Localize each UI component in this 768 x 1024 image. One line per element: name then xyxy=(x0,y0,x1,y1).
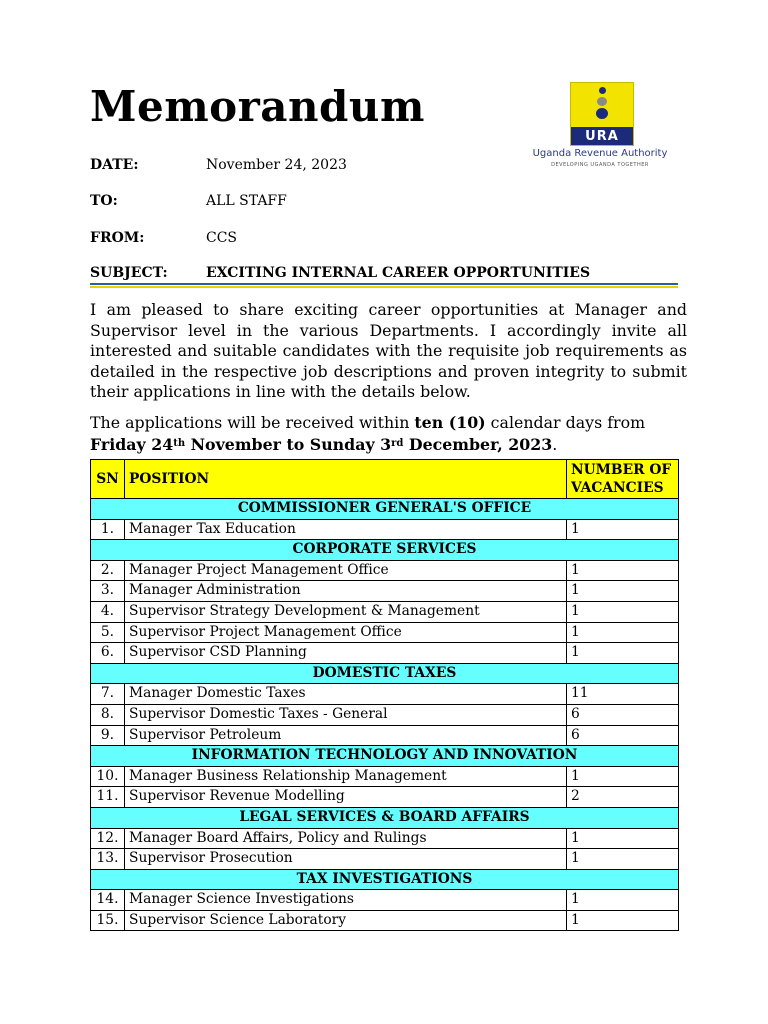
header-sn: SN xyxy=(91,460,125,499)
row-sn: 2. xyxy=(91,560,125,581)
ura-logo xyxy=(520,82,680,174)
row-vacancies: 1 xyxy=(567,560,679,581)
section-row xyxy=(91,540,679,561)
row-position: Supervisor Prosecution xyxy=(125,849,567,870)
to-label: TO: xyxy=(90,193,118,209)
section-title: LEGAL SERVICES & BOARD AFFAIRS xyxy=(91,807,679,828)
row-vacancies: 1 xyxy=(567,849,679,870)
row-sn: 6. xyxy=(91,643,125,664)
row-vacancies: 1 xyxy=(567,643,679,664)
from-label: FROM: xyxy=(90,230,145,246)
table-row xyxy=(91,560,679,581)
to-value: ALL STAFF xyxy=(206,193,287,209)
memo-title: Memorandum xyxy=(90,82,425,131)
table-row xyxy=(91,581,679,602)
section-row xyxy=(91,807,679,828)
p2-end-suffix: rd xyxy=(391,437,404,449)
row-vacancies: 6 xyxy=(567,725,679,746)
section-row xyxy=(91,746,679,767)
row-sn: 7. xyxy=(91,684,125,705)
p2-start-suffix: th xyxy=(173,437,186,449)
row-sn: 9. xyxy=(91,725,125,746)
header-position: POSITION xyxy=(125,460,567,499)
logo-abbreviation: URA xyxy=(585,129,619,144)
vacancies-table xyxy=(90,459,679,931)
row-vacancies: 11 xyxy=(567,684,679,705)
row-vacancies: 1 xyxy=(567,622,679,643)
row-sn: 4. xyxy=(91,601,125,622)
row-position: Supervisor Petroleum xyxy=(125,725,567,746)
row-position: Supervisor Strategy Development & Management xyxy=(125,601,567,622)
row-vacancies: 1 xyxy=(567,828,679,849)
header-vacancies: NUMBER OF VACANCIES xyxy=(567,460,679,499)
row-position: Manager Science Investigations xyxy=(125,890,567,911)
row-vacancies: 6 xyxy=(567,704,679,725)
row-sn: 5. xyxy=(91,622,125,643)
row-vacancies: 1 xyxy=(567,766,679,787)
from-value: CCS xyxy=(206,230,238,246)
row-sn: 13. xyxy=(91,849,125,870)
ura-emblem-icon xyxy=(570,82,634,146)
p2-duration: ten (10) xyxy=(414,413,486,432)
header-divider-blue xyxy=(90,283,678,285)
row-position: Supervisor Domestic Taxes - General xyxy=(125,704,567,725)
row-sn: 12. xyxy=(91,828,125,849)
table-row xyxy=(91,910,679,931)
row-sn: 1. xyxy=(91,519,125,540)
p2-text-a: The applications will be received within xyxy=(90,413,415,432)
table-row xyxy=(91,828,679,849)
p2-dates xyxy=(90,435,552,454)
p2-end-day: November to Sunday 3 xyxy=(185,434,392,454)
section-title: CORPORATE SERVICES xyxy=(91,540,679,561)
table-row xyxy=(91,725,679,746)
p2-text-c: calendar days from xyxy=(485,413,646,432)
row-sn: 15. xyxy=(91,910,125,931)
vacancies-table-body xyxy=(91,499,679,931)
row-position: Manager Tax Education xyxy=(125,519,567,540)
section-title: TAX INVESTIGATIONS xyxy=(91,869,679,890)
date-label: DATE: xyxy=(90,157,139,173)
table-row xyxy=(91,519,679,540)
section-row xyxy=(91,869,679,890)
row-position: Manager Business Relationship Management xyxy=(125,766,567,787)
section-title: DOMESTIC TAXES xyxy=(91,663,679,684)
p2-period: . xyxy=(552,434,558,454)
row-position: Supervisor CSD Planning xyxy=(125,643,567,664)
section-row xyxy=(91,663,679,684)
row-position: Manager Board Affairs, Policy and Rulings xyxy=(125,828,567,849)
row-position: Supervisor Project Management Office xyxy=(125,622,567,643)
application-window-paragraph xyxy=(90,413,687,455)
p2-end-month: December, 2023 xyxy=(403,434,553,454)
table-row xyxy=(91,684,679,705)
row-position: Supervisor Science Laboratory xyxy=(125,910,567,931)
row-position: Manager Project Management Office xyxy=(125,560,567,581)
table-row xyxy=(91,787,679,808)
row-vacancies: 1 xyxy=(567,890,679,911)
table-header-row xyxy=(91,460,679,499)
subject-value: EXCITING INTERNAL CAREER OPPORTUNITIES xyxy=(206,265,591,281)
table-row xyxy=(91,643,679,664)
row-vacancies: 1 xyxy=(567,910,679,931)
row-position: Manager Domestic Taxes xyxy=(125,684,567,705)
row-sn: 10. xyxy=(91,766,125,787)
row-position: Manager Administration xyxy=(125,581,567,602)
date-value: November 24, 2023 xyxy=(206,157,347,173)
row-sn: 3. xyxy=(91,581,125,602)
logo-tagline: DEVELOPING UGANDA TOGETHER xyxy=(551,162,649,168)
section-title: COMMISSIONER GENERAL'S OFFICE xyxy=(91,499,679,520)
p2-start-day: Friday 24 xyxy=(90,434,174,454)
row-vacancies: 1 xyxy=(567,601,679,622)
row-vacancies: 1 xyxy=(567,519,679,540)
table-row xyxy=(91,704,679,725)
table-row xyxy=(91,766,679,787)
row-sn: 11. xyxy=(91,787,125,808)
subject-label: SUBJECT: xyxy=(90,265,168,281)
logo-organization-name: Uganda Revenue Authority xyxy=(532,148,668,159)
section-row xyxy=(91,499,679,520)
table-row xyxy=(91,622,679,643)
row-vacancies: 2 xyxy=(567,787,679,808)
table-row xyxy=(91,601,679,622)
row-sn: 8. xyxy=(91,704,125,725)
table-row xyxy=(91,890,679,911)
intro-paragraph: I am pleased to share exciting career opportunities at Manager and Supervisor level in the various Departments. I accordingly invite all interested and suitable candidates with the requisite job requirements as detailed in the respective job descriptions and proven integrity to submit their applications in line with the details below. xyxy=(90,300,687,401)
table-row xyxy=(91,849,679,870)
row-vacancies: 1 xyxy=(567,581,679,602)
section-title: INFORMATION TECHNOLOGY AND INNOVATION xyxy=(91,746,679,767)
row-position: Supervisor Revenue Modelling xyxy=(125,787,567,808)
row-sn: 14. xyxy=(91,890,125,911)
header-divider-yellow xyxy=(90,286,678,288)
